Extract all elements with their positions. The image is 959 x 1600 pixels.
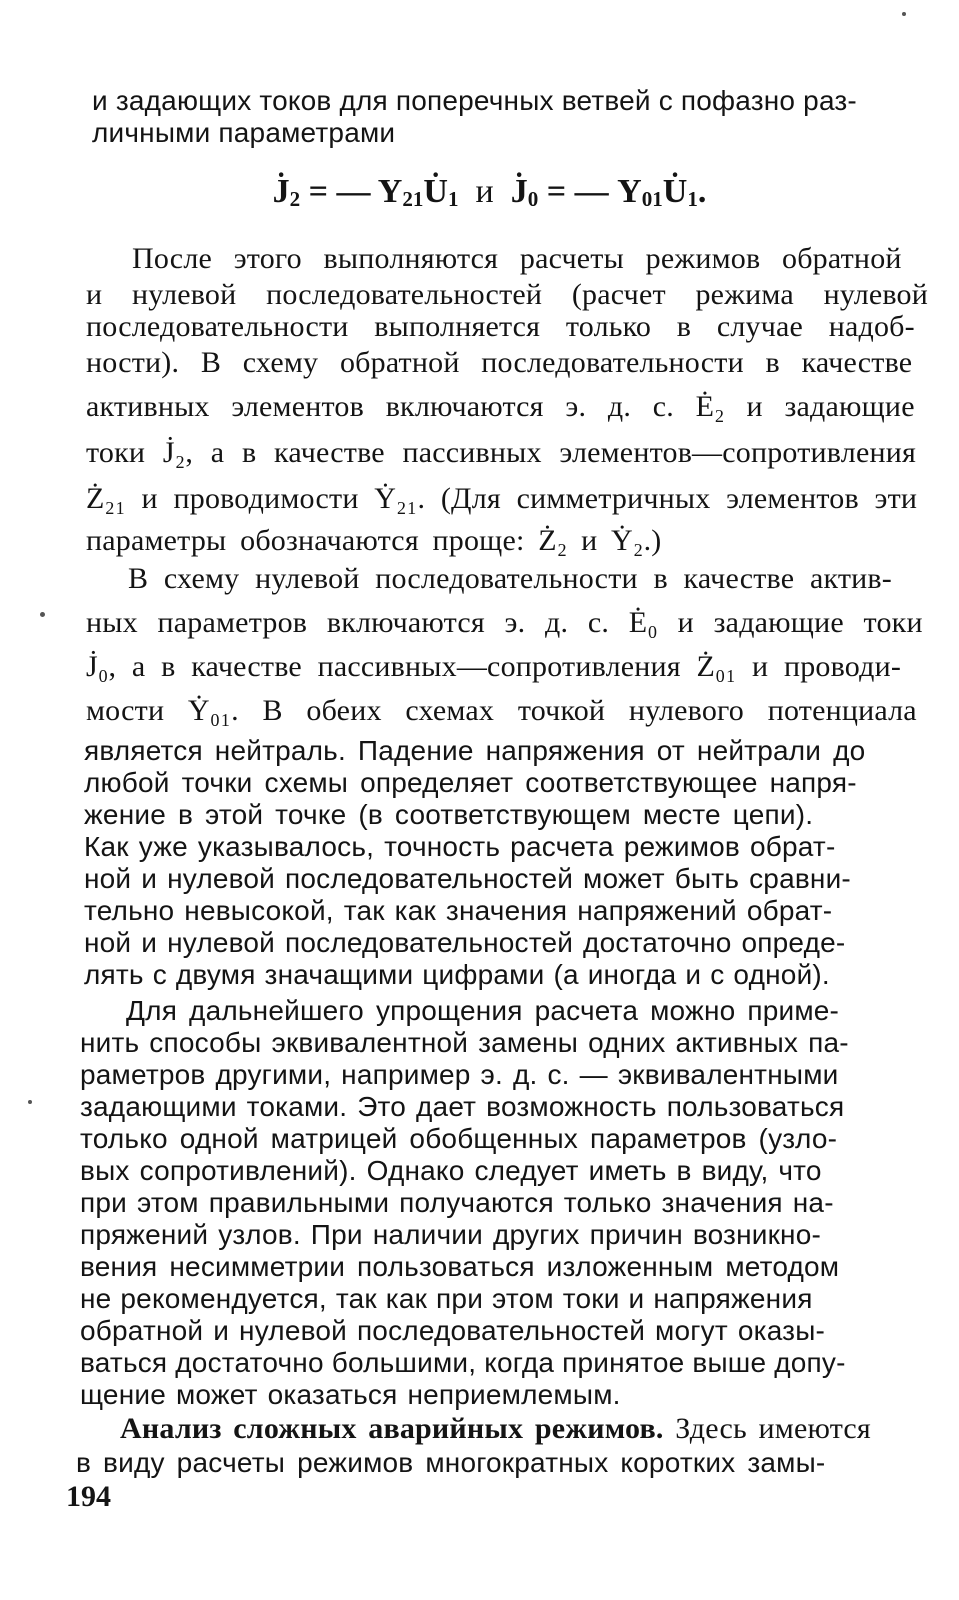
formula-j0: · J: [511, 172, 528, 212]
text-line: нить способы эквивалентной замены одних активных па-: [80, 1027, 849, 1058]
formula-sub: 01: [641, 187, 663, 211]
formula-u: · U: [423, 172, 448, 212]
formula-sub: 0: [527, 187, 539, 211]
text-line: и нулевой последовательностей (расчет режима нулевой: [86, 278, 929, 311]
formula-u: · U: [663, 172, 688, 212]
text-line: не рекомендуется, так как при этом токи и напряжения: [80, 1283, 813, 1314]
text-line: [120, 1412, 871, 1446]
page-number: 194: [66, 1480, 111, 1513]
scan-speck: [28, 1100, 32, 1104]
text-line: ных параметров включаются э. д. с. Ė₀ и задающие токи: [86, 606, 923, 639]
text-line: Как уже указывалось, точность расчета режимов обрат-: [84, 831, 836, 862]
formula-sub: 1: [687, 187, 698, 211]
text-line: лять с двумя значащими цифрами (а иногда и с одной).: [84, 959, 830, 990]
formula-sub: 1: [447, 187, 459, 211]
text-line: Ż₂₁ и проводимости Ẏ₂₁. (Для симметричных элементов эти: [86, 482, 918, 515]
text-line: После этого выполняются расчеты режимов обратной: [132, 242, 902, 275]
formula-sub: 2: [289, 187, 301, 211]
text-line: Для дальнейшего упрощения расчета можно приме-: [126, 995, 840, 1026]
text-line: в виду расчеты режимов многократных коротких замы-: [76, 1447, 826, 1478]
formula: [0, 172, 959, 219]
text-line: последовательности выполняется только в случае надоб-: [86, 310, 915, 343]
formula-part: = — Y: [308, 173, 403, 210]
text-line: вых сопротивлений). Однако следует иметь в виду, что: [80, 1155, 822, 1186]
text-line: J̇₀, а в качестве пассивных—сопротивления Ż₀₁ и проводи-: [86, 650, 902, 683]
text-line: любой точки схемы определяет соответствующее напря-: [84, 767, 857, 798]
section-heading: Анализ сложных аварийных режимов.: [120, 1412, 664, 1445]
text-line: при этом правильными получаются только значения на-: [80, 1187, 834, 1218]
text-line: ности). В схему обратной последовательности в качестве: [86, 346, 913, 379]
text-line: только одной матрицей обобщенных параметров (узло-: [80, 1123, 838, 1154]
text-line: жение в этой точке (в соответствующем месте цепи).: [84, 799, 814, 830]
scan-speck: [40, 612, 45, 617]
text-line: щение может оказаться неприемлемым.: [80, 1379, 621, 1410]
text-line: тельно невысокой, так как значения напряжений обрат-: [84, 895, 833, 926]
text-line: ной и нулевой последовательностей может быть сравни-: [84, 863, 851, 894]
scan-speck: [902, 12, 906, 16]
formula-part: = — Y: [546, 173, 642, 210]
formula-j2: · J: [273, 172, 290, 212]
text-line: обратной и нулевой последовательностей могут оказы-: [80, 1315, 826, 1346]
text-line: В схему нулевой последовательности в качестве актив-: [128, 562, 892, 595]
text-line: пряжений узлов. При наличии других причин возникно-: [80, 1219, 822, 1250]
text-line: активных элементов включаются э. д. с. Ė₂ и задающие: [86, 390, 915, 423]
text-line: вения несимметрии пользоваться изложенным методом: [80, 1251, 840, 1282]
text-line: и задающих токов для поперечных ветвей с пофазно раз-: [92, 85, 857, 116]
text-line: мости Ẏ₀₁. В обеих схемах точкой нулевого потенциала: [86, 694, 917, 727]
text-line: ной и нулевой последовательностей достаточно опреде-: [84, 927, 846, 958]
formula-sub: 21: [402, 187, 424, 211]
text-line: задающими токами. Это дает возможность пользоваться: [80, 1091, 845, 1122]
text-line: личными параметрами: [92, 117, 396, 148]
text-line: раметров другими, например э. д. с. — эквивалентными: [80, 1059, 839, 1090]
text-line: параметры обозначаются проще: Ż₂ и Ẏ₂.): [86, 524, 662, 557]
formula-conj: и: [475, 173, 494, 210]
formula-end: .: [697, 173, 707, 210]
text-line: токи J̇₂, а в качестве пассивных элементов—сопротивления: [86, 436, 916, 469]
text-line: является нейтраль. Падение напряжения от нейтрали до: [84, 735, 866, 766]
text-run: Здесь имеются: [663, 1412, 871, 1445]
text-line: ваться достаточно большими, когда принятое выше допу-: [80, 1347, 846, 1378]
